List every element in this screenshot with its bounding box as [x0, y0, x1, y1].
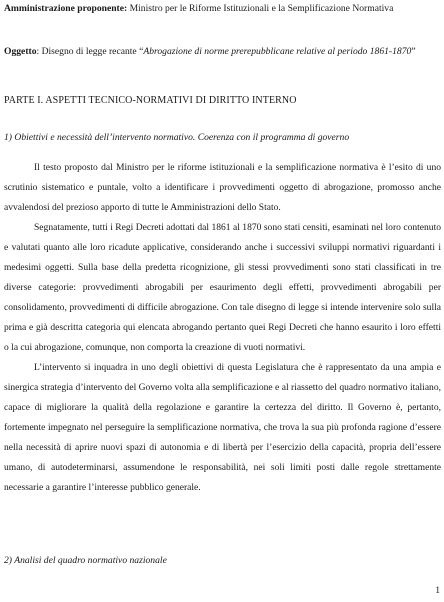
section-1-title: 1) Obiettivi e necessità dell’intervento normativo. Coerenza con il programma di governo	[4, 132, 350, 143]
page-number: 1	[435, 585, 440, 596]
section-1-body	[4, 158, 441, 498]
paragraph: Il testo proposto dal Ministro per le riforme istituzionali e la semplificazione normativa è l’esito di uno scrutinio sistematico e puntale, volto a identificare i provvedimenti oggetto di abrogazione, promosso anche avvalendosi del prezioso apporto di tutte le Amministrazioni dello Stato.	[4, 162, 441, 213]
object-label: Oggetto	[4, 46, 37, 57]
proposing-administration-value: Ministro per le Riforme Istituzionali e la Semplificazione Normativa	[127, 3, 394, 14]
section-2-title: 2) Analisi del quadro normativo nazionale	[4, 555, 167, 566]
bill-object	[4, 42, 440, 62]
part-title: PARTE I. ASPETTI TECNICO-NORMATIVI DI DIRITTO INTERNO	[4, 95, 297, 106]
proposing-administration-label: Amministrazione proponente:	[4, 3, 128, 14]
proposing-administration	[4, 3, 444, 15]
object-suffix: ”	[411, 46, 416, 57]
object-prefix: : Disegno di legge recante “	[36, 46, 144, 57]
paragraph: L’intervento si inquadra in uno degli obiettivi di questa Legislatura che è rappresentato da una ampia e sinergica strategia d’intervento del Governo volta alla semplificazione e al riassetto del quadro normativo italiano, capace di migliorare la qualità della regolazione e garantire la certezza del diritto. Il Governo è, pertanto, fortemente impegnato nel perseguire la semplificazione normativa, che trova la sua più profonda ragione d’essere nella necessità di aprire nuovi spazi di autonomia e di libertà per l’esercizio della capacità, propria dell’essere umano, di autodeterminarsi, assumendone le responsabilità, nei soli limiti posti dalle regole strettamente necessarie a garantire l’interesse pubblico generale.	[4, 362, 441, 493]
object-title: Abrogazione di norme prerepubblicane relative al periodo 1861-1870	[143, 46, 412, 57]
paragraph: Segnatamente, tutti i Regi Decreti adottati dal 1861 al 1870 sono stati censiti, esaminati nel loro contenuto e valutati quanto alle loro ricadute applicative, considerando anche i successivi sviluppi normativi riguardanti i medesimi oggetti. Sulla base della predetta ricognizione, gli stessi provvedimenti sono stati classificati in tre diverse categorie: provvedimenti abrogabili per esaurimento degli effetti, provvedimenti abrogabili per consolidamento, provvedimenti di difficile abrogazione. Con tale disegno di legge si intende intervenire solo sulla prima e già descritta categoria qui elencata abrogando pertanto quei Regi Decreti che hanno esaurito i loro effetti o la cui abrogazione, comunque, non comporta la creazione di vuoti normativi.	[4, 222, 441, 353]
